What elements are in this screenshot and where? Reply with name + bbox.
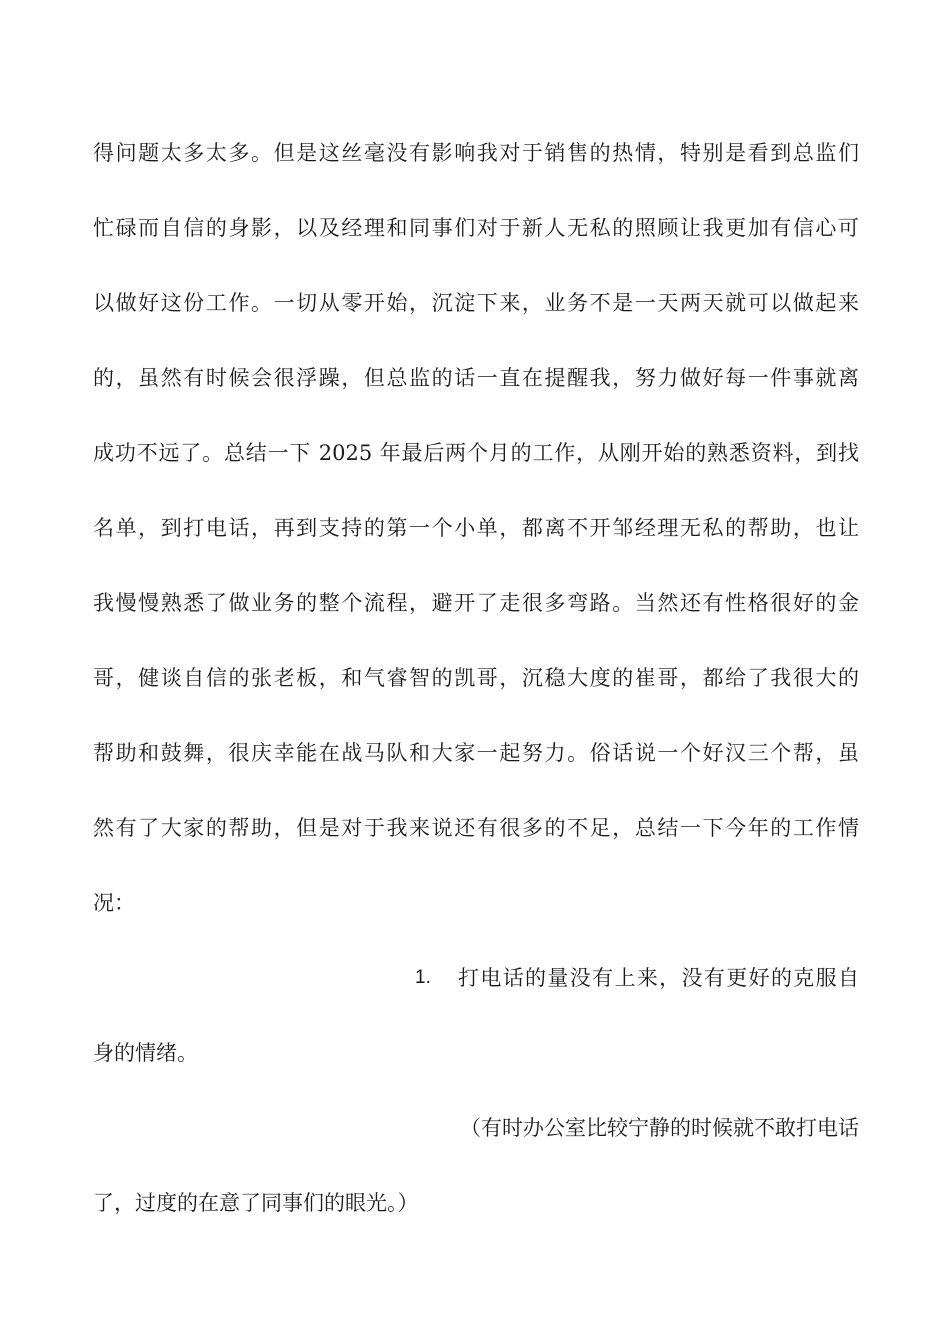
paragraph-line: 成功不远了。总结一下 2025 年最后两个月的工作，从刚开始的熟悉资料，到找 — [93, 441, 859, 465]
paragraph-line: 帮助和鼓舞，很庆幸能在战马队和大家一起努力。俗话说一个好汉三个帮，虽 — [93, 741, 859, 765]
paragraph-line: 的，虽然有时候会很浮躁，但总监的话一直在提醒我，努力做好每一件事就离 — [93, 366, 859, 390]
note-line: 了，过度的在意了同事们的眼光。） — [93, 1191, 419, 1215]
paragraph-line: 忙碌而自信的身影，以及经理和同事们对于新人无私的照顾让我更加有信心可 — [93, 216, 859, 240]
list-item — [93, 964, 859, 992]
note-line: （有时办公室比较宁静的时候就不敢打电话 — [460, 1116, 859, 1140]
paragraph-line: 我慢慢熟悉了做业务的整个流程，避开了走很多弯路。当然还有性格很好的金 — [93, 591, 859, 615]
list-item-continuation: 身的情绪。 — [93, 1041, 198, 1065]
paragraph-line: 况： — [93, 891, 135, 915]
paragraph-line: 以做好这份工作。一切从零开始，沉淀下来，业务不是一天两天就可以做起来 — [93, 291, 859, 315]
list-item-text: 打电话的量没有上来，没有更好的克服自 — [458, 966, 859, 990]
paragraph-line: 名单，到打电话，再到支持的第一个小单，都离不开邹经理无私的帮助，也让 — [93, 516, 859, 540]
paragraph-line: 然有了大家的帮助，但是对于我来说还有很多的不足，总结一下今年的工作情 — [93, 816, 859, 840]
paragraph-line: 哥，健谈自信的张老板，和气睿智的凯哥，沉稳大度的崔哥，都给了我很大的 — [93, 666, 859, 690]
list-item-number: 1. — [415, 967, 431, 988]
paragraph-line: 得问题太多太多。但是这丝毫没有影响我对于销售的热情，特别是看到总监们 — [93, 141, 859, 165]
